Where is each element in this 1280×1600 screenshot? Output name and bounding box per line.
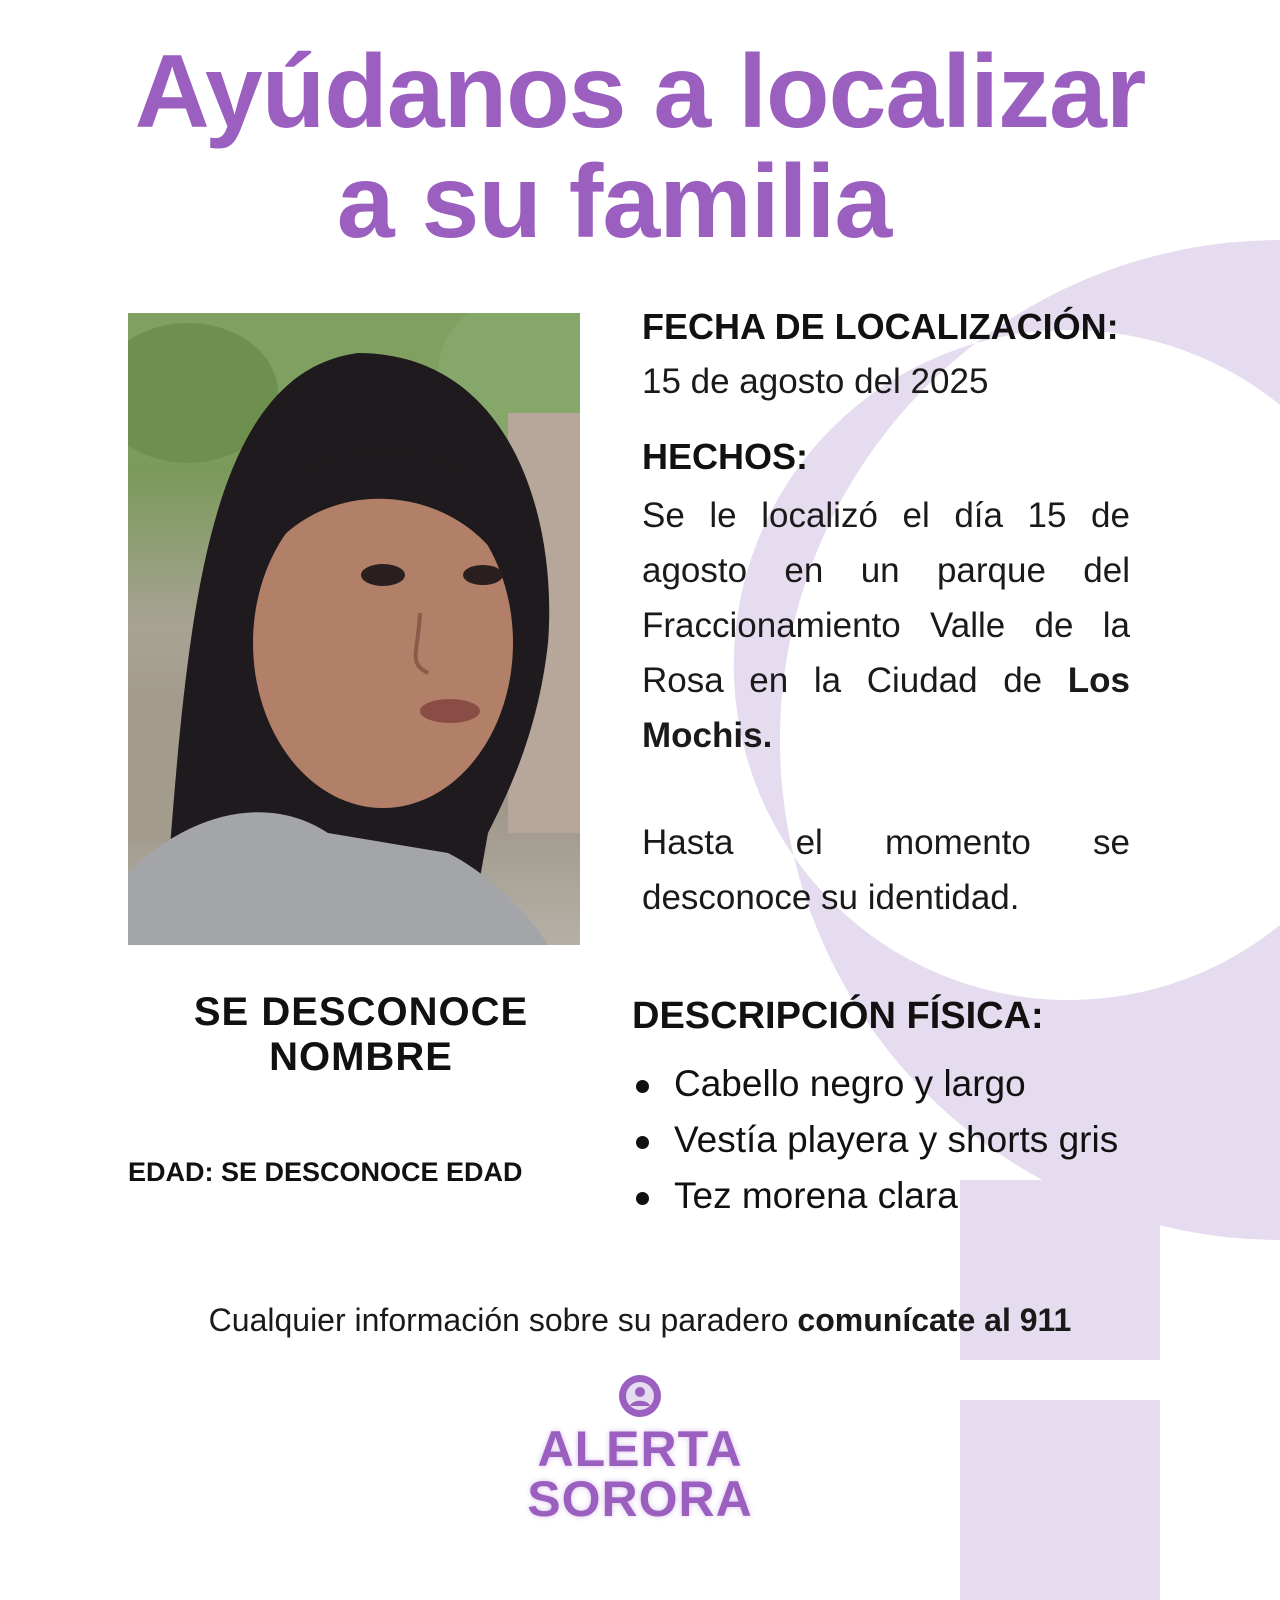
hechos-text <box>642 488 1130 763</box>
contact-number: comunícate al 911 <box>797 1302 1072 1338</box>
list-item: Cabello negro y largo <box>632 1056 1118 1112</box>
logo-word-sorora: SORORA <box>527 1471 753 1527</box>
person-photo <box>128 313 580 945</box>
page-title-line-1: Ayúdanos a localizar <box>134 34 1146 150</box>
fecha-value: 15 de agosto del 2025 <box>642 362 989 401</box>
hechos-text-body: Se le localizó el día 15 de agosto en un parque del Fraccionamiento Valle de la Rosa en la Ciudad de <box>642 496 1130 700</box>
person-name <box>128 990 594 1080</box>
descripcion-label: DESCRIPCIÓN FÍSICA: <box>632 995 1044 1037</box>
hechos-label: HECHOS: <box>642 436 809 477</box>
page-title-line-2: a su familia <box>336 144 892 260</box>
alerta-sorora-logo <box>520 1374 760 1527</box>
contact-text: Cualquier información sobre su paradero <box>208 1302 789 1338</box>
person-name-line-1: SE DESCONOCE <box>193 990 529 1034</box>
logo-word-alerta: ALERTA <box>537 1421 743 1477</box>
person-age: EDAD: SE DESCONOCE EDAD <box>128 1157 523 1187</box>
list-item: Vestía playera y shorts gris <box>632 1112 1118 1168</box>
contact-line <box>0 1302 1280 1339</box>
person-name-line-2: NOMBRE <box>269 1035 453 1079</box>
list-item: Tez morena clara <box>632 1168 1118 1224</box>
hechos-place: Los Mochis. <box>642 661 1130 755</box>
descripcion-list <box>632 1056 1118 1224</box>
venus-symbol-icon <box>615 1374 665 1424</box>
identidad-text: Hasta el momento se desconoce su identidad. <box>642 823 1130 917</box>
fecha-label: FECHA DE LOCALIZACIÓN: <box>642 306 1119 347</box>
